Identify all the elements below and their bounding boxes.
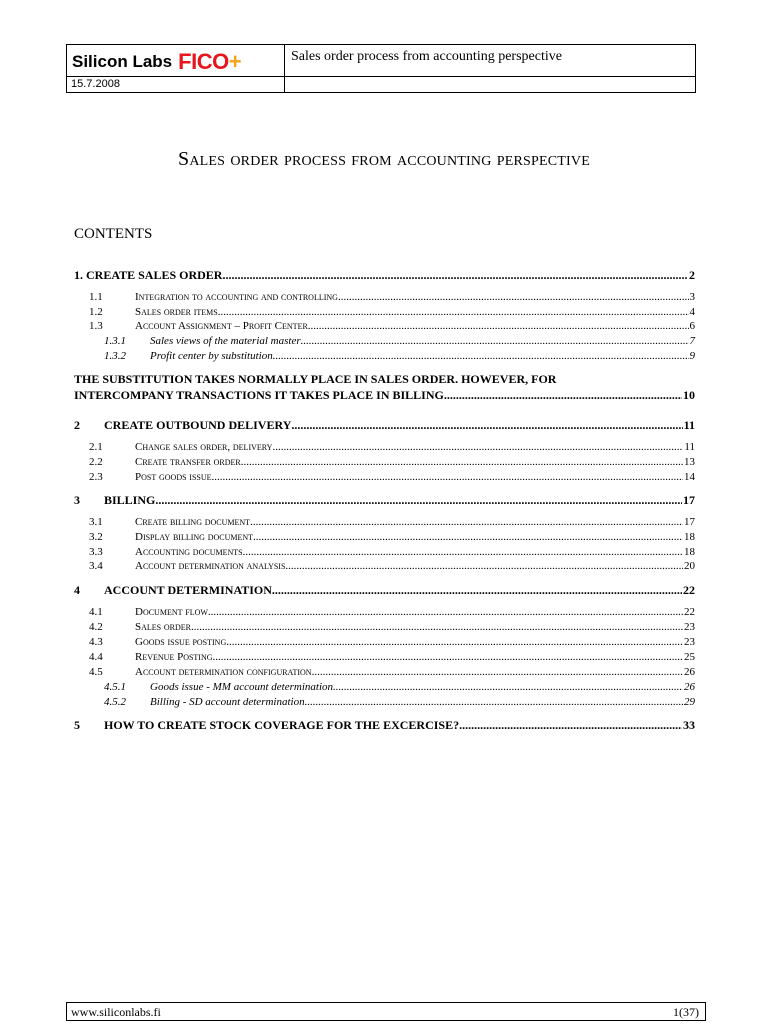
- toc-entry[interactable]: [89, 606, 695, 618]
- toc-entry[interactable]: [89, 516, 695, 528]
- toc-number: 4: [74, 583, 80, 597]
- toc-number: 3.2: [89, 531, 103, 543]
- document-header: [66, 44, 696, 93]
- toc-number: 3: [74, 493, 80, 507]
- toc-text: ACCOUNT DETERMINATION: [104, 583, 272, 597]
- toc-number: 4.5.2: [104, 696, 126, 708]
- toc-page: 26: [684, 681, 695, 693]
- toc-number: 4.5: [89, 666, 103, 678]
- toc-text: Account determination configuration: [135, 666, 312, 678]
- toc-page: 14: [684, 471, 695, 483]
- toc-number: 1.1: [89, 291, 103, 303]
- toc-page: 4: [689, 306, 695, 318]
- toc-text: HOW TO CREATE STOCK COVERAGE FOR THE EXCERCISE?: [104, 718, 460, 732]
- toc-entry[interactable]: [89, 471, 695, 483]
- toc-page: 25: [684, 651, 695, 663]
- toc-page: 7: [689, 335, 695, 347]
- header-date: 15.7.2008: [71, 78, 120, 90]
- toc-text: CREATE OUTBOUND DELIVERY: [104, 418, 292, 432]
- toc-entry[interactable]: [89, 621, 695, 633]
- toc-text: Sales order items: [135, 306, 218, 318]
- toc-entry-line1[interactable]: [74, 372, 695, 387]
- toc-text: Billing - SD account determination: [150, 696, 305, 708]
- toc-text: BILLING: [104, 493, 156, 507]
- toc-text: Display billing document: [135, 531, 254, 543]
- toc-entry[interactable]: [89, 320, 695, 332]
- toc-number: 4.3: [89, 636, 103, 648]
- toc-entry[interactable]: [89, 666, 695, 678]
- toc-text: Create billing document: [135, 516, 251, 528]
- toc-entry[interactable]: [89, 560, 695, 572]
- logo-plus: +: [228, 49, 242, 74]
- company-name: Silicon Labs: [72, 52, 173, 71]
- header-divider: [284, 45, 285, 92]
- toc-text: 1. CREATE SALES ORDER: [74, 268, 223, 282]
- toc-text: Account Assignment – Profit Center: [135, 320, 308, 332]
- toc-text: Sales order: [135, 621, 191, 633]
- toc-text: Create transfer order: [135, 456, 241, 468]
- toc-page: 26: [684, 666, 695, 678]
- toc-page: 10: [683, 388, 695, 402]
- toc-entry[interactable]: [104, 350, 695, 362]
- toc-text: Revenue Posting: [135, 651, 213, 663]
- toc-text: Integration to accounting and controlling: [135, 291, 338, 303]
- toc-page: 11: [684, 441, 695, 453]
- toc-page: 18: [684, 546, 695, 558]
- toc-entry[interactable]: [74, 418, 695, 433]
- toc-entry[interactable]: [104, 335, 695, 347]
- footer-page-number: 1(37): [673, 1005, 699, 1019]
- toc-page: 17: [683, 493, 695, 507]
- toc-text: THE SUBSTITUTION TAKES NORMALLY PLACE IN SALES ORDER. HOWEVER, FOR: [74, 372, 557, 386]
- toc-number: 2.3: [89, 471, 103, 483]
- toc-entry[interactable]: [104, 681, 695, 693]
- toc-page: 29: [684, 696, 695, 708]
- toc-entry[interactable]: [74, 718, 695, 733]
- toc-page: 11: [683, 418, 695, 432]
- toc-page: 18: [684, 531, 695, 543]
- toc-page: 6: [689, 320, 695, 332]
- toc-number: 4.2: [89, 621, 103, 633]
- toc-page: 13: [684, 456, 695, 468]
- toc-entry[interactable]: [89, 651, 695, 663]
- toc-page: 20: [684, 560, 695, 572]
- toc-page: 33: [683, 718, 695, 732]
- toc-text: Accounting documents: [135, 546, 243, 558]
- toc-number: 1.3.1: [104, 335, 126, 347]
- page-footer: [66, 1002, 706, 1021]
- toc-page: 23: [684, 621, 695, 633]
- toc-text: Change sales order, delivery: [135, 441, 273, 453]
- toc-entry-line2[interactable]: [74, 388, 695, 403]
- toc-entry[interactable]: [89, 546, 695, 558]
- toc-entry[interactable]: [74, 493, 695, 508]
- footer-url[interactable]: www.siliconlabs.fi: [71, 1005, 161, 1019]
- toc-text: Goods issue posting: [135, 636, 227, 648]
- toc-page: 3: [689, 291, 695, 303]
- toc-page: 9: [689, 350, 695, 362]
- header-title: Sales order process from accounting perspective: [291, 49, 562, 64]
- toc-text: Sales views of the material master: [150, 335, 301, 347]
- toc-number: 1.2: [89, 306, 103, 318]
- toc-entry[interactable]: [74, 583, 695, 598]
- page-title: Sales order process from accounting perspective: [178, 148, 590, 170]
- toc-entry[interactable]: [89, 291, 695, 303]
- toc-text: Post goods issue: [135, 471, 212, 483]
- toc-page: 2: [689, 268, 695, 282]
- toc-number: 5: [74, 718, 80, 732]
- toc-page: 22: [684, 606, 695, 618]
- contents-heading: CONTENTS: [74, 226, 153, 242]
- toc-page: 23: [684, 636, 695, 648]
- toc-text: Account determination analysis: [135, 560, 286, 572]
- company-logo: [72, 49, 242, 75]
- toc-number: 4.5.1: [104, 681, 126, 693]
- header-divider: [67, 76, 695, 77]
- toc-text: Profit center by substitution: [150, 350, 273, 362]
- toc-number: 3.4: [89, 560, 103, 572]
- toc-entry[interactable]: [89, 636, 695, 648]
- logo-text: FICO: [178, 49, 229, 74]
- toc-text: INTERCOMPANY TRANSACTIONS IT TAKES PLACE IN BILLING.: [74, 388, 447, 402]
- toc-entry[interactable]: [89, 441, 695, 453]
- toc-number: 2.2: [89, 456, 103, 468]
- toc-entry[interactable]: [89, 306, 695, 318]
- toc-number: 4.4: [89, 651, 103, 663]
- toc-number: 2: [74, 418, 80, 432]
- toc-number: 2.1: [89, 441, 103, 453]
- toc-entry[interactable]: [104, 696, 695, 708]
- toc-number: 4.1: [89, 606, 103, 618]
- toc-text: Goods issue - MM account determination: [150, 681, 333, 693]
- toc-page: 17: [684, 516, 695, 528]
- toc-text: Document flow: [135, 606, 208, 618]
- toc-entry[interactable]: [89, 531, 695, 543]
- toc-number: 3.1: [89, 516, 103, 528]
- toc-entry[interactable]: [89, 456, 695, 468]
- toc-number: 1.3: [89, 320, 103, 332]
- toc-number: 1.3.2: [104, 350, 126, 362]
- toc-entry[interactable]: [74, 268, 695, 283]
- toc-number: 3.3: [89, 546, 103, 558]
- toc-page: 22: [683, 583, 695, 597]
